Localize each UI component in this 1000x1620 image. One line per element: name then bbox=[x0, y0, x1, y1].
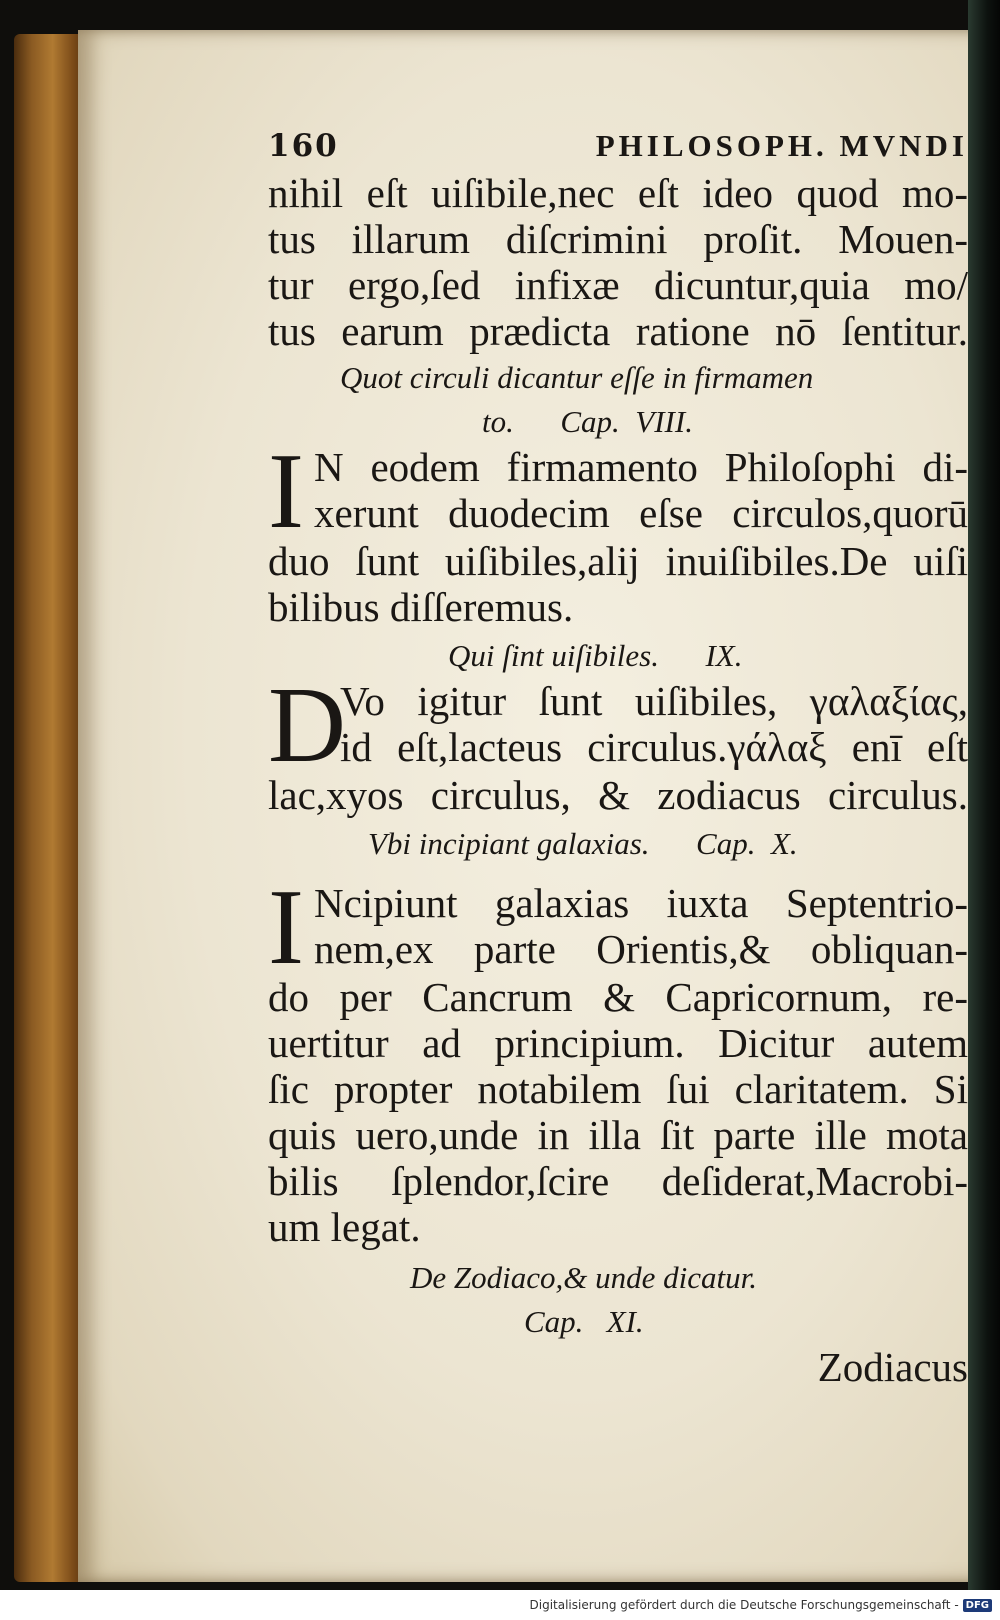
drop-initial: I bbox=[268, 868, 304, 987]
heading-line: to. Cap. VIII. bbox=[482, 404, 693, 439]
text-line: bilibus diſſeremus. bbox=[268, 584, 574, 630]
page-header bbox=[268, 128, 968, 164]
text-line: Vo igitur ſunt uiſibiles, γαλαξίας, bbox=[340, 678, 968, 724]
page-text bbox=[268, 128, 968, 1390]
text-line: do per Cancrum & Capricornum, re- bbox=[268, 974, 968, 1020]
credit-text: Digitalisierung gefördert durch die Deutsche Forschungsgemeinschaft - bbox=[529, 1598, 959, 1612]
block-continuation bbox=[268, 170, 968, 354]
text-line: nem,ex parte Orientis,& obliquan- bbox=[314, 926, 968, 972]
text-line: tur ergo,ſed infixæ dicuntur,quia mo/ bbox=[268, 262, 968, 308]
text-line: Ncipiunt galaxias iuxta Septentrio- bbox=[314, 880, 968, 926]
running-title: PHILOSOPH. MVNDI bbox=[595, 128, 968, 163]
heading-line: Quot circuli dicantur eſſe in firmamen bbox=[340, 360, 814, 395]
folio-number: 160 bbox=[268, 128, 339, 164]
heading-line: Cap. XI. bbox=[524, 1304, 644, 1339]
text-line: N eodem firmamento Philoſophi di- bbox=[314, 444, 968, 490]
chapter-heading-ix: Qui ſint uiſibiles. IX. bbox=[448, 638, 743, 673]
text-line: nihil eſt uiſibile,nec eſt ideo quod mo- bbox=[268, 170, 968, 216]
text-line: duo ſunt uiſibiles,alij inuiſibiles.De uiſi bbox=[268, 538, 968, 584]
drop-initial: I bbox=[268, 432, 304, 551]
digitization-credit-bar bbox=[0, 1590, 1000, 1620]
text-line: tus earum prædicta ratione nō ſentitur. bbox=[268, 308, 968, 354]
gutter-shadow bbox=[968, 0, 1000, 1590]
paragraph-x bbox=[268, 868, 968, 987]
book-fore-edge bbox=[14, 34, 84, 1582]
text-line: quis uero,unde in illa ſit parte ille mota bbox=[268, 1112, 968, 1158]
text-line: um legat. bbox=[268, 1204, 421, 1250]
text-line: id eſt,lacteus circulus.γάλαξ enī eſt bbox=[340, 724, 968, 770]
text-line: tus illarum diſcrimini proſit. Mouen- bbox=[268, 216, 968, 262]
catchword: Zodiacus bbox=[817, 1344, 968, 1390]
chapter-heading-xi bbox=[268, 1256, 968, 1344]
drop-initial: D bbox=[268, 666, 346, 785]
paragraph-ix bbox=[268, 666, 968, 785]
chapter-heading-x: Vbi incipiant galaxias. Cap. X. bbox=[368, 826, 798, 861]
paragraph-viii bbox=[268, 432, 968, 551]
dfg-logo: DFG bbox=[963, 1599, 992, 1612]
text-line: lac,xyos circulus, & zodiacus circulus. bbox=[268, 772, 968, 818]
text-line: bilis ſplendor,ſcire deſiderat,Macrobi- bbox=[268, 1158, 968, 1204]
text-line: xerunt duodecim eſse circulos,quorū bbox=[314, 490, 968, 536]
text-line: uertitur ad principium. Dicitur autem bbox=[268, 1020, 968, 1066]
chapter-heading-viii bbox=[268, 356, 968, 444]
text-line: ſic propter notabilem ſui claritatem. Si bbox=[268, 1066, 968, 1112]
heading-line: De Zodiaco,& unde dicatur. bbox=[410, 1260, 757, 1295]
